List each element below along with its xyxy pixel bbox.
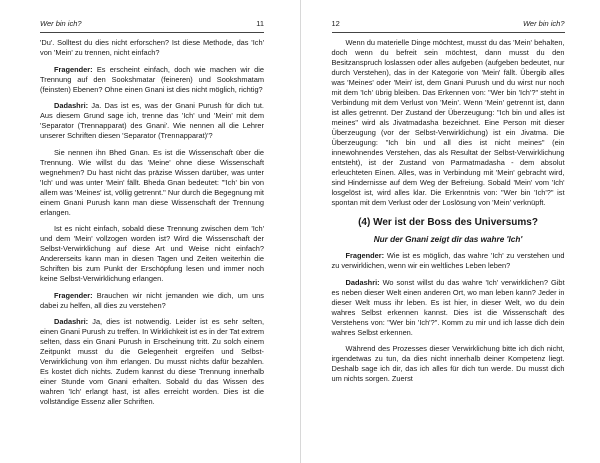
paragraph-text: Ja, dies ist notwendig. Leider ist es sehr selten, einen Gnani Purush zu treffen. In Wirklichkeit ist es in der Tat extrem selten, dass ein Gnani Purush in Erscheinung tritt. Zu solch einem Zeitpunkt musst du die Gelegenheit ergreifen und Selbst-Verwirklichung von ihm erlangen. Du musst nichts dafür bezahlen. Es kostet dich nichts. Zudem kannst du diese Trennung innerhalb einer Stunde vom Gnani erhalten. Sobald du das Wissen des wahren 'Ich' erlangt hast, ist alles erreicht worden. Dies ist die vollständige Essenz aller Schriften.	[40, 317, 265, 406]
running-head: Wer bin ich?	[522, 19, 565, 28]
paragraph-text: 'Du'. Solltest du dies nicht erforschen? Ist diese Methode, das 'Ich' von 'Mein' zu trennen, nicht einfach?	[40, 38, 264, 57]
page-number: 11	[256, 19, 264, 28]
paragraph	[40, 317, 264, 407]
speaker-label: Dadashri:	[345, 277, 380, 287]
section-subheading: Nur der Gnani zeigt dir das wahre 'Ich'	[373, 235, 523, 244]
paragraph-text: Wo sonst willst du das wahre 'Ich' verwirklichen? Gibt es neben dieser Welt einen anderen Ort, wo man leben kann? Jeder in dieser Welt muss ihr leben. Es ist hier, in dieser Welt, wo du dein wahres Selbst erkennen kannst. Dies ist die Wissenschaft des Verstehens von: "Wer bin 'Ich'?". Komm zu mir und ich lasse dich dein wahres Selbst erkennen.	[331, 277, 565, 337]
paragraph	[332, 344, 565, 384]
speaker-label: Fragender:	[54, 290, 93, 300]
paragraph	[40, 148, 264, 218]
header-rule	[40, 32, 264, 33]
paragraph-text: Wie ist es möglich, das wahre 'Ich' zu verstehen und zu verwirklichen, wenn wir ein weltliches Leben leben?	[331, 251, 565, 270]
speaker-label: Dadashri:	[54, 101, 89, 110]
paragraph	[40, 291, 264, 311]
header-rule	[332, 32, 565, 33]
paragraph-text: Während des Prozesses dieser Verwirklichung bitte ich dich nicht, irgendetwas zu tun, da dies nicht innerhalb deiner Kompetenz liegt. Deshalb sage ich dir, das ich alles für dich tun werde. Du musst dich um nichts sorgen. Zuerst	[331, 344, 565, 383]
speaker-label: Dadashri:	[54, 317, 89, 326]
paragraph-text: Ist es nicht einfach, sobald diese Trennung zwischen dem 'Ich' und dem 'Mein' vollzogen worden ist? Wird die Wissenschaft der Selbst-Verwirklichung auf diese Art und Weise nicht einfach? Andererseits kann man in diesen Tagen und Zeiten weiterhin die Schriften bis zum Punkt der Erschöpfung lesen und immer noch keine Selbst-Verwirklichung erlangen.	[40, 224, 264, 283]
paragraph-text: Sie nennen ihn Bhed Gnan. Es ist die Wissenschaft über die Trennung. Wie willst du das 'Meine' ohne diese Wissenschaft wegnehmen? Du hast nicht das präzise Wissen darüber, was unter 'Ich' und was unter 'Mein' fällt. Bheda Gnan bedeutet: "'Ich' bin von allem was 'Meines' ist, völlig getrennt." Nur durch die Begegnung mit einem Gnani Purush kann man diese Wissenschaft der Trennung erlangen.	[40, 147, 264, 217]
paragraph	[40, 38, 264, 58]
page-body	[332, 38, 565, 384]
speaker-label: Fragender:	[345, 251, 385, 260]
right-page	[301, 0, 600, 463]
paragraph	[40, 224, 264, 284]
speaker-label: Fragender:	[54, 64, 93, 74]
paragraph	[332, 251, 565, 271]
running-head: Wer bin ich?	[40, 19, 82, 28]
paragraph	[40, 65, 264, 95]
page-number: 12	[331, 19, 340, 28]
section-heading: (4) Wer ist der Boss des Universums?	[358, 217, 538, 228]
paragraph-text: Es erscheint einfach, doch wie machen wir die Trennung auf den Sookshmatar (feineren) und Sookshmatam (feinsten) Ebenen? Ohne einen Gnani ist dies nicht möglich, richtig?	[40, 64, 264, 94]
paragraph	[40, 101, 264, 141]
paragraph-text: Ja. Das ist es, was der Gnani Purush für dich tut. Aus diesem Grund sage ich, trenne das 'Ich' und 'Mein' mit dem 'Separator (Trennapparat) des Gnani'. Wie nennen all die Lehrer unserer Schriften diesen 'Separator (Trennapparat)'?	[40, 101, 264, 140]
paragraph	[332, 278, 565, 338]
paragraph-text: Brauchen wir nicht jemanden wie dich, um uns dabei zu helfen, all dies zu verstehen?	[40, 290, 264, 310]
paragraph: Wenn du materielle Dinge möchtest, musst du das 'Mein' behalten, doch wenn du befreit sein möchtest, dann musst du den Besitzanspruch loslassen oder alles aufgeben (aufgeben bedeutet, nur durch Verstehen), das in der Kategorie von 'Mein' fällt. Übergib alles was 'Meines' oder 'Mein' ist, dem Gnani Purush und du wirst nur noch mit dem 'Ich' übrig bleiben. Das Erkennen von: "Wer bin 'Ich'?" steht in Verbindung mit dem Verlust von 'Mein'. Wenn 'Mein' getrennt ist, dann ist alles getrennt. Der Zustand der Überzeugung: "Ich bin und alles ist meines" wird als Jivatmadasha bezeichnet. Eine Person mit dieser Überzeugung (vor der Selbst-Verwirklichung) ist ein Jivatma. Die Überzeugung: "Ich bin und all dies ist nicht meines" (ein innewohnendes Verstehen, das als Resultat der Selbst-Verwirklichung entsteht), ist der Zustand von Parmatmadasha - dem absolut erleuchteten Einen. Alles, was in Verbindung mit 'Mein' gebracht wird, sind Hindernisse auf dem Weg der Befreiung. Sobald 'Mein' vom 'Ich' losgelöst ist, wird alles klar. Die Erkenntnis von: "Wer bin 'Ich'?" ist spontan mit dem Verlust oder der Loslösung von 'Mein' verknüpft.	[331, 38, 565, 207]
page-body	[40, 38, 264, 407]
